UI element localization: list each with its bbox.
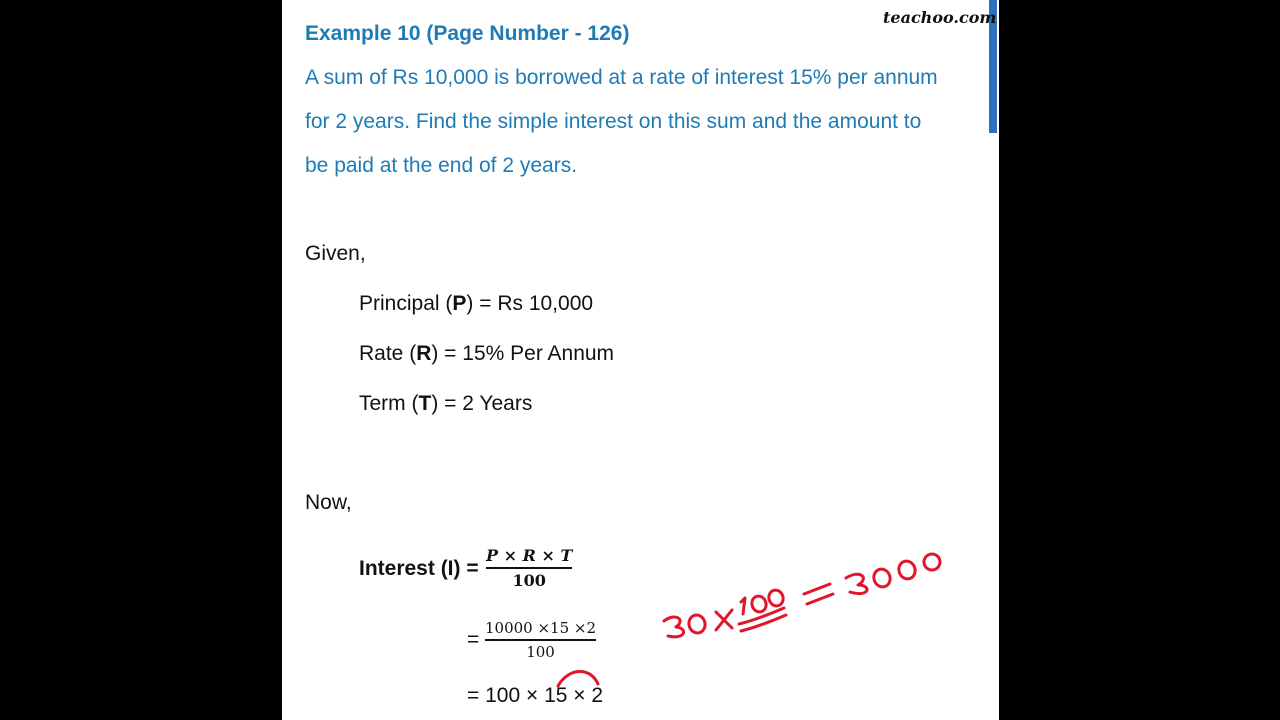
principal-label: Principal ( (359, 292, 453, 315)
teachoo-logo: teachoo.com (883, 8, 997, 27)
ink-times (716, 610, 732, 630)
ink-equals (804, 584, 833, 604)
ink-digit-0 (871, 567, 892, 589)
ink-digit-3 (664, 617, 684, 637)
rate-label: Rate ( (359, 342, 417, 365)
term-symbol: T (418, 392, 432, 415)
principal-symbol: P (452, 292, 467, 315)
given-label: Given, (305, 242, 366, 265)
ink-digit-0 (687, 613, 707, 635)
problem-line-3: be paid at the end of 2 years. (305, 154, 578, 177)
ink-digit-0 (767, 588, 786, 608)
term-value: ) = 2 Years (431, 392, 533, 415)
step2-line: = 100 × 15 × 2 (467, 684, 604, 707)
formula-denominator: 100 (512, 570, 546, 590)
ink-digit-1 (741, 598, 745, 614)
principal-value: ) = Rs 10,000 (466, 292, 594, 315)
step1-numerator: 10000 ×15 ×2 (485, 619, 597, 637)
ink-digit-0 (896, 559, 917, 581)
now-label: Now, (305, 491, 352, 514)
example-title: Example 10 (Page Number - 126) (305, 22, 630, 45)
ink-digit-3 (846, 574, 867, 593)
problem-line-2: for 2 years. Find the simple interest on this sum and the amount to (305, 110, 922, 133)
term-label: Term ( (359, 392, 419, 415)
formula-numerator: P × R × T (486, 546, 573, 565)
interest-label: Interest (I) = (359, 557, 479, 580)
rate-symbol: R (416, 342, 432, 365)
step1-denominator: 100 (526, 642, 555, 661)
step1-prefix: = (467, 628, 480, 651)
rate-value: ) = 15% Per Annum (431, 342, 615, 365)
ink-digit-0 (750, 594, 769, 614)
problem-line-1: A sum of Rs 10,000 is borrowed at a rate of interest 15% per annum (305, 66, 938, 89)
ink-arc (558, 671, 598, 686)
ink-digit-0 (922, 552, 943, 573)
